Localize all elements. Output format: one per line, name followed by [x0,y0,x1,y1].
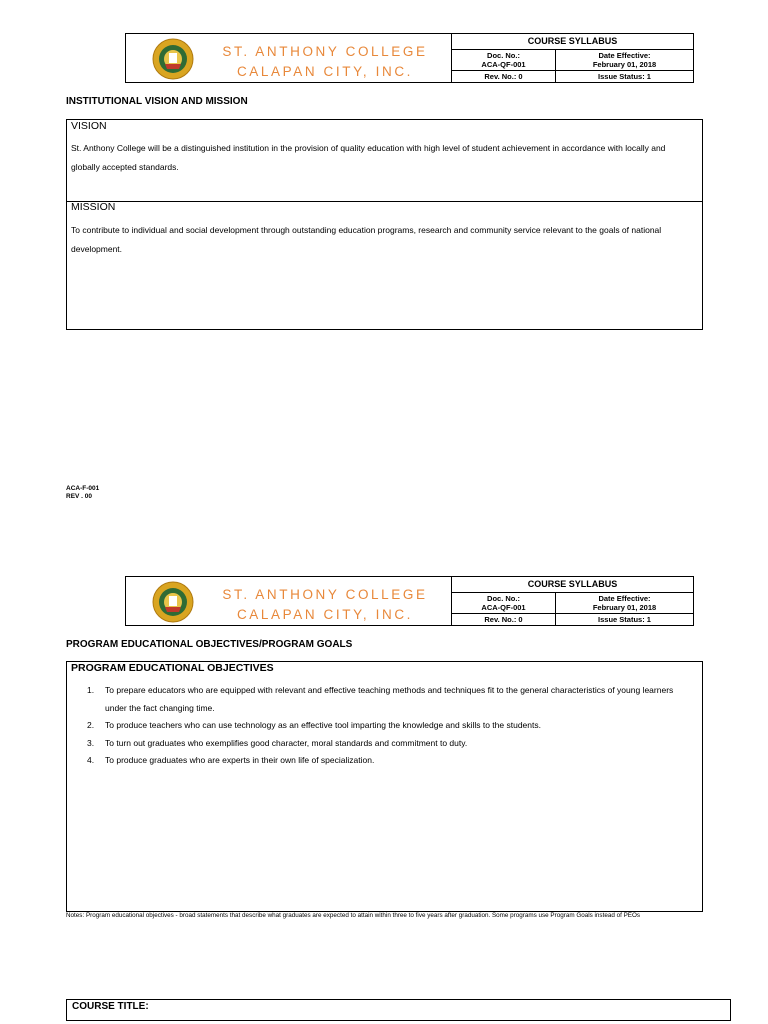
date-effective-label: Date Effective: [598,51,651,60]
college-name-line1: ST. ANTHONY COLLEGE [222,44,428,59]
document-type-title: COURSE SYLLABUS [452,34,693,50]
objective-item [87,717,696,735]
objective-number: 1. [87,685,95,695]
program-objectives-title: PROGRAM EDUCATIONAL OBJECTIVES [71,662,274,674]
objective-number: 2. [87,720,95,730]
objective-item [87,735,696,753]
rev-number: Rev. No.: 0 [452,614,556,625]
doc-number-label: Doc. No.: [487,51,520,60]
college-name-line1: ST. ANTHONY COLLEGE [222,587,428,602]
doc-number-label: Doc. No.: [487,594,520,603]
objective-item [87,682,696,717]
header-branding [126,577,452,625]
doc-number-cell [452,50,556,70]
doc-number-cell [452,593,556,613]
objective-text: To produce graduates who are experts in their own life of specialization. [105,755,375,765]
college-name-line2: CALAPAN CITY, INC. [236,607,414,622]
section-title-program-goals: PROGRAM EDUCATIONAL OBJECTIVES/PROGRAM GOALS [66,639,353,650]
header-row-doc [452,50,693,71]
date-effective-value: February 01, 2018 [592,60,657,69]
doc-number-value: ACA-QF-001 [481,60,526,69]
program-objectives-list [87,682,696,770]
objective-number: 4. [87,755,95,765]
document-type-title: COURSE SYLLABUS [452,577,693,593]
issue-status: Issue Status: 1 [598,72,651,81]
form-code [66,485,99,501]
header-info [452,577,693,625]
program-objectives-box [66,661,703,912]
vision-text: St. Anthony College will be a distinguished institution in the provision of quality education with high level of student achievement in accordance with locally and globally accepted standards. [71,143,666,172]
form-code-line2: REV . 00 [66,493,93,500]
vision-mission-box [66,119,703,330]
vision-mission-divider [67,201,702,202]
college-name-line2: CALAPAN CITY, INC. [236,64,414,79]
course-title-field [66,999,731,1021]
course-title-label: COURSE TITLE: [72,1001,149,1012]
issue-status: Issue Status: 1 [598,615,651,624]
section-title-vision-mission: INSTITUTIONAL VISION AND MISSION [66,96,248,107]
doc-number-value: ACA-QF-001 [481,603,526,612]
objective-item [87,752,696,770]
date-effective-label: Date Effective: [598,594,651,603]
date-effective-cell [556,50,693,70]
date-effective-value: February 01, 2018 [592,603,657,612]
mission-label: MISSION [71,201,116,213]
header-branding [126,34,452,82]
document-header-2 [125,576,694,626]
date-effective-cell [556,593,693,613]
college-seal-icon [152,38,194,80]
objective-text: To produce teachers who can use technology as an effective tool imparting the knowledge and skills to the students. [105,720,541,730]
college-seal-icon [152,581,194,623]
header-row-rev [452,71,693,82]
header-row-rev [452,614,693,625]
header-row-doc [452,593,693,614]
rev-number: Rev. No.: 0 [452,71,556,82]
objective-text: To turn out graduates who exemplifies good character, moral standards and commitment to duty. [105,737,468,748]
objective-number: 3. [87,737,95,748]
mission-text: To contribute to individual and social development through outstanding education programs, research and community service relevant to the goals of national development. [71,225,662,254]
vision-label: VISION [71,120,107,132]
peo-note: Notes: Program educational objectives - broad statements that describe what graduates are expected to attain within three to five years after graduation. Some programs use Program Goals instead of PEOs [66,912,641,919]
document-header [125,33,694,83]
objective-text: To prepare educators who are equipped with relevant and effective teaching methods and techniques fit to the general characteristics of young learners under the fact changing time. [105,685,674,713]
header-info [452,34,693,82]
form-code-line1: ACA-F-001 [66,485,100,492]
